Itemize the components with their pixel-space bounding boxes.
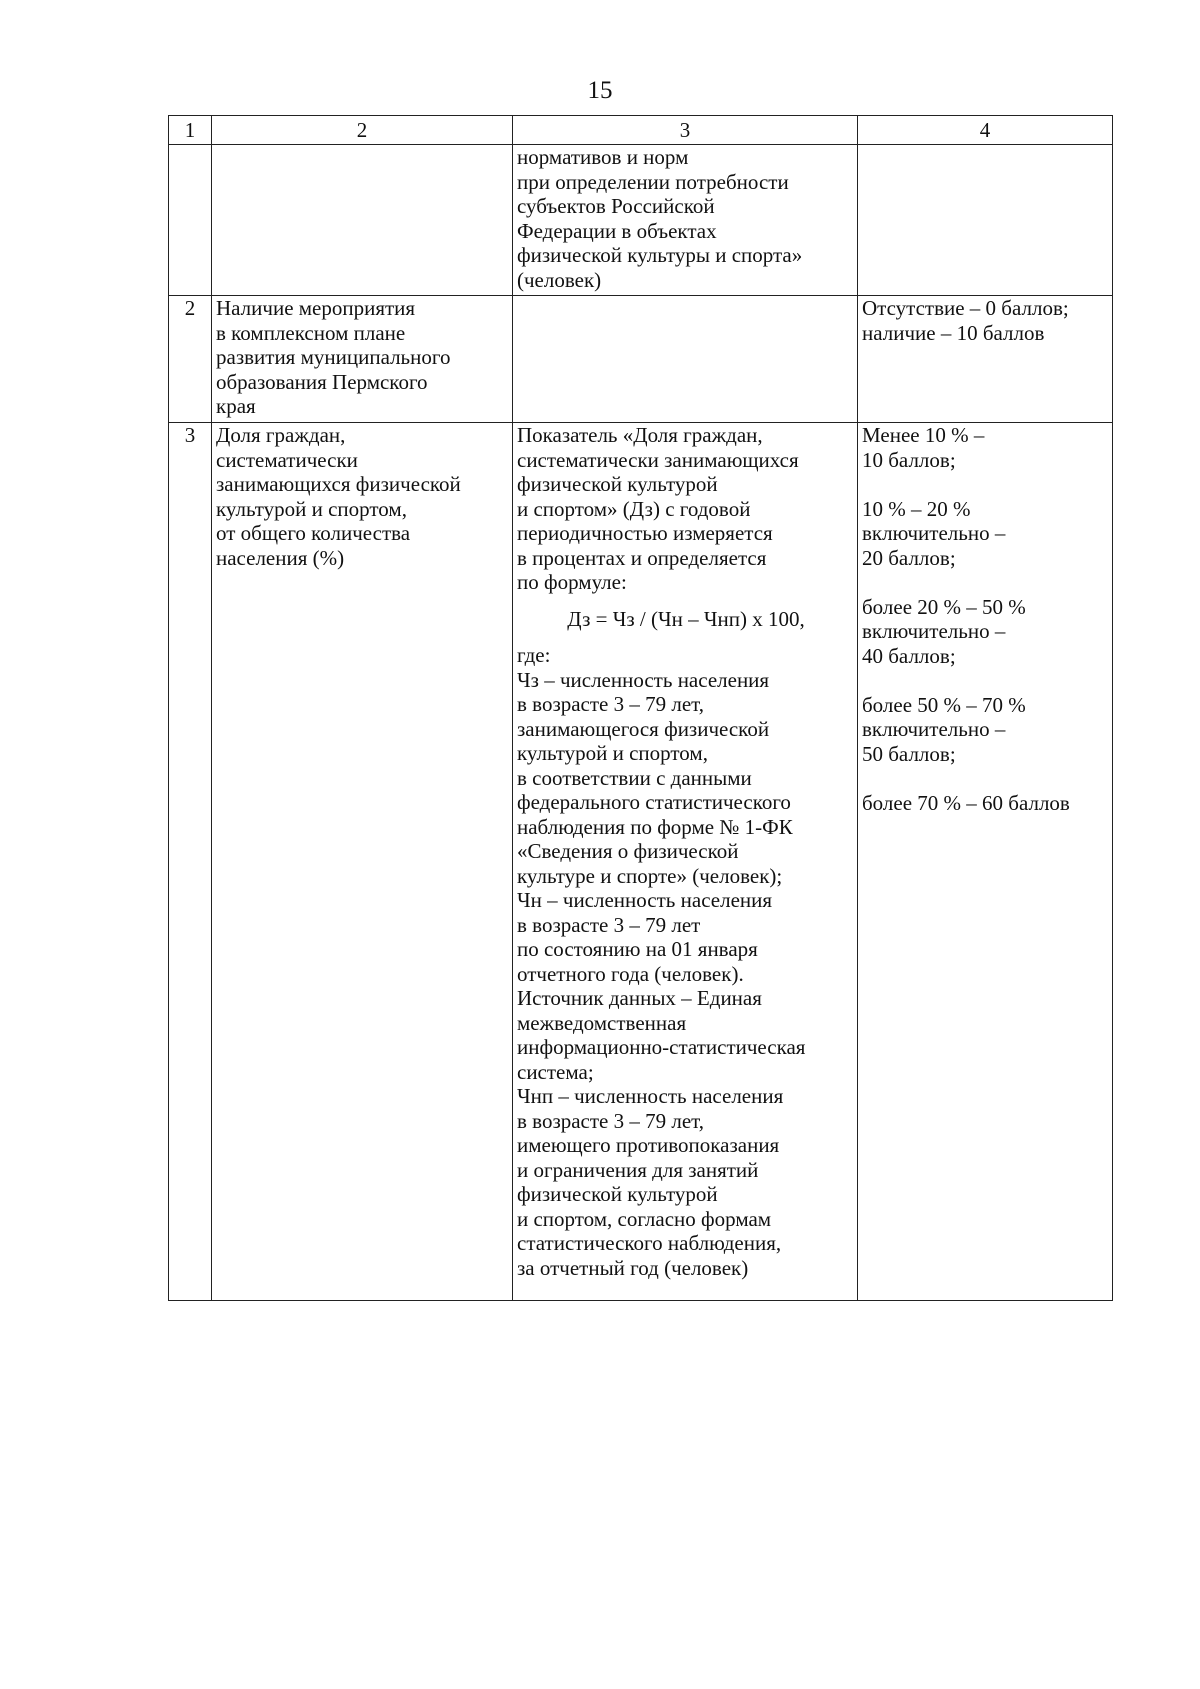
score-cell	[858, 145, 1113, 296]
indicator-cell: Доля граждан, систематически занимающихся физической культурой и спортом, от общего количества населения (%)	[212, 423, 513, 1301]
description-cell	[513, 296, 858, 423]
score-cell: Отсутствие – 0 баллов; наличие – 10 баллов	[858, 296, 1113, 423]
indicator-cell: Наличие мероприятия в комплексном плане развития муниципального образования Пермского края	[212, 296, 513, 423]
column-header-1: 1	[169, 116, 212, 145]
criteria-table	[168, 115, 1113, 1301]
table-header-row	[169, 116, 1113, 145]
indicator-cell	[212, 145, 513, 296]
row-number	[169, 145, 212, 296]
description-definitions: где: Чз – численность населения в возрасте 3 – 79 лет, занимающегося физической культурой и спортом, в соответствии с данными федерального статистического наблюдения по форме № 1-ФК «Сведения о физической культуре и спорте» (человек); Чн – численность населения в возрасте 3 – 79 лет по состоянию на 01 января отчетного года (человек). Источник данных – Единая межведомственная информационно-статистическая система; Чнп – численность населения в возрасте 3 – 79 лет, имеющего противопоказания и ограничения для занятий физической культурой и спортом, согласно формам статистического наблюдения, за отчетный год (человек)	[517, 643, 806, 1280]
table-row	[169, 145, 1113, 296]
description-intro: Показатель «Доля граждан, систематически занимающихся физической культурой и спортом» (Дз) с годовой периодичностью измеряется в процентах и определяется по формуле:	[517, 423, 799, 594]
column-header-2: 2	[212, 116, 513, 145]
score-cell: Менее 10 % – 10 баллов; 10 % – 20 % включительно – 20 баллов; более 20 % – 50 % включительно – 40 баллов; более 50 % – 70 % включительно – 50 баллов; более 70 % – 60 баллов	[858, 423, 1113, 1301]
page-number: 15	[587, 77, 613, 104]
column-header-4: 4	[858, 116, 1113, 145]
row-number: 2	[169, 296, 212, 423]
table-row	[169, 423, 1113, 1301]
row-number: 3	[169, 423, 212, 1301]
table-row	[169, 296, 1113, 423]
formula: Дз = Чз / (Чн – Чнп) х 100,	[567, 606, 805, 631]
description-cell: нормативов и норм при определении потребности субъектов Российской Федерации в объектах физической культуры и спорта» (человек)	[513, 145, 858, 296]
description-cell	[513, 423, 858, 1301]
column-header-3: 3	[513, 116, 858, 145]
